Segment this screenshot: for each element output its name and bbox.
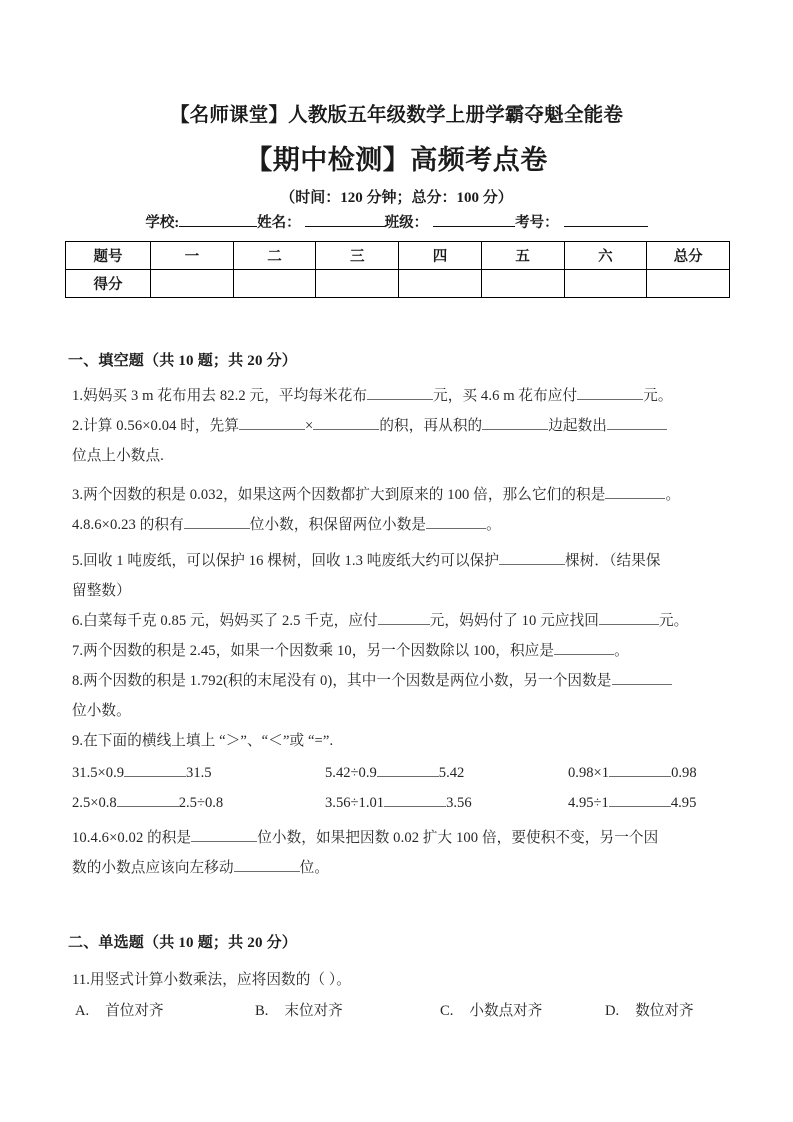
question-5-text-b: 棵树．（结果保 [565,553,661,569]
question-3-blank-1[interactable] [605,484,665,499]
score-cell-2[interactable] [233,270,316,298]
question-10-blank-2[interactable] [234,857,300,872]
question-2-text-b: × [305,418,314,434]
question-10-text-line2-b: 位。 [299,860,330,876]
question-11 [72,968,351,989]
table-row [66,242,730,270]
question-8-line-2 [72,699,131,720]
comparison-2-2 [325,792,472,812]
comparison-2-1 [72,792,223,812]
comparison-2-2-blank[interactable] [384,792,446,807]
exam-no-label: 考号： [515,215,559,231]
question-10-text-b: 位小数，如果把因数 0.02 扩大 100 倍，要使积不变，另一个因 [257,830,659,846]
comparison-2-2-right: 3.56 [446,795,472,811]
name-input-blank[interactable] [305,213,385,227]
question-9 [72,729,333,750]
comparison-1-3 [568,762,697,782]
question-2 [72,414,667,435]
name-label: 姓名： [257,215,301,231]
comparison-1-3-left: 0.98×1 [568,765,610,781]
school-label: 学校: [145,215,180,231]
question-10-line-2 [72,856,329,877]
question-2-text-c: 的积，再从积的 [379,418,483,434]
comparison-1-1-blank[interactable] [124,762,186,777]
question-11-option-a-text: 首位对齐 [105,1003,164,1019]
comparison-1-2-right: 5.42 [438,765,465,781]
question-11-option-b-text: 末位对齐 [284,1003,343,1019]
score-table-col-5: 五 [481,242,564,270]
question-6-blank-1[interactable] [378,610,430,625]
comparison-2-3-left: 4.95÷1 [568,795,609,811]
question-11-option-b-label: B. [255,1003,269,1019]
question-10-blank-1[interactable] [191,827,257,842]
question-7 [72,639,629,660]
question-10 [72,826,658,847]
comparison-2-3 [568,792,696,812]
question-2-line-2 [72,444,164,465]
question-11-option-c-text: 小数点对齐 [469,1003,543,1019]
question-11-option-a[interactable] [75,999,164,1020]
comparison-2-3-right: 4.95 [670,795,697,811]
question-2-text-d: 边起数出 [548,418,607,434]
class-input-blank[interactable] [433,213,515,227]
question-4-blank-1[interactable] [184,514,250,529]
score-table-col-2: 二 [233,242,316,270]
question-6-text-b: 元，妈妈付了 10 元应找回 [429,613,599,629]
question-2-blank-1[interactable] [239,415,305,430]
question-7-text-b: 。 [614,643,629,659]
question-4-blank-2[interactable] [426,514,486,529]
score-cell-total[interactable] [647,270,730,298]
score-cell-4[interactable] [399,270,482,298]
comparison-1-2 [325,762,464,782]
question-4 [72,513,501,534]
question-11-option-a-label: A. [75,1003,90,1019]
table-row [66,270,730,298]
score-table-row-label: 得分 [66,270,151,298]
score-table-col-total: 总分 [647,242,730,270]
score-cell-1[interactable] [151,270,234,298]
comparison-2-3-blank[interactable] [609,792,671,807]
question-11-option-b[interactable] [255,999,343,1020]
question-2-blank-3[interactable] [482,415,548,430]
question-4-text-b: 位小数，积保留两位小数是 [249,517,427,533]
comparison-2-1-left: 2.5×0.8 [72,795,117,811]
question-11-option-d[interactable] [605,999,694,1020]
comparison-1-2-blank[interactable] [377,762,439,777]
question-9-text: 9.在下面的横线上填上 “＞”、“＜”或 “=”. [72,733,334,749]
question-1-blank-2[interactable] [577,385,643,400]
comparison-1-3-blank[interactable] [609,762,671,777]
question-6 [72,609,688,630]
question-8-text-a: 8.两个因数的积是 1.792(积的末尾没有 0)，其中一个因数是两位小数，另一个因数是 [72,673,612,689]
question-5-text-a: 5.回收 1 吨废纸，可以保护 16 棵树，回收 1.3 吨废纸大约可以保护 [72,553,500,569]
score-table-col-4: 四 [399,242,482,270]
question-5-text-line2: 留整数） [72,583,131,599]
comparison-1-2-left: 5.42÷0.9 [325,765,377,781]
question-10-text-line2-a: 数的小数点应该向左移动 [72,860,234,876]
score-cell-3[interactable] [316,270,399,298]
page-title-sub: 【期中检测】高频考点卷 [245,145,548,175]
score-table-col-6: 六 [564,242,647,270]
score-table-row-label: 题号 [66,242,151,270]
question-7-blank-1[interactable] [554,640,614,655]
question-7-text-a: 7.两个因数的积是 2.45，如果一个因数乘 10，另一个因数除以 100，积应是 [72,643,555,659]
question-11-option-d-text: 数位对齐 [635,1003,694,1019]
question-1-text-b: 元，买 4.6 m 花布应付 [433,388,578,404]
question-1 [72,384,673,405]
question-2-blank-4[interactable] [607,415,667,430]
section-heading-fill-in-blank: 一、填空题（共 10 题；共 20 分） [68,353,298,369]
score-table-col-1: 一 [151,242,234,270]
comparison-2-1-blank[interactable] [117,792,179,807]
question-8-text-line2: 位小数。 [72,703,131,719]
question-10-text-a: 10.4.6×0.02 的积是 [72,830,192,846]
question-11-option-d-label: D. [605,1003,620,1019]
question-6-blank-2[interactable] [599,610,659,625]
section-heading-multiple-choice: 二、单选题（共 10 题；共 20 分） [68,935,298,951]
question-1-text-c: 元。 [643,388,673,404]
comparison-1-3-right: 0.98 [671,765,697,781]
question-8-blank-1[interactable] [612,670,672,685]
comparison-2-2-left: 3.56÷1.01 [325,795,385,811]
question-11-option-c-label: C. [440,1003,454,1019]
question-11-option-c[interactable] [440,999,542,1020]
question-6-text-c: 元。 [658,613,689,629]
question-3-text-a: 3.两个因数的积是 0.032，如果这两个因数都扩大到原来的 100 倍，那么它们的积是 [72,487,606,503]
question-11-stem: 11.用竖式计算小数乘法，应将因数的（ ）。 [72,972,351,988]
question-4-text-c: 。 [486,517,501,533]
question-2-text-a: 2.计算 0.56×0.04 时，先算 [72,418,240,434]
question-1-text-a: 1.妈妈买 3 m 花布用去 82.2 元，平均每米花布 [72,388,368,404]
question-3-text-b: 。 [665,487,681,503]
question-5-line-2 [72,579,131,600]
question-5 [72,549,661,570]
exam-time-score-note: （时间：120 分钟；总分：100 分） [280,190,513,206]
comparison-2-1-right: 2.5÷0.8 [178,795,224,811]
score-table [65,241,730,298]
question-4-text-a: 4.8.6×0.23 的积有 [72,517,184,533]
question-2-blank-2[interactable] [313,415,379,430]
exam-no-input-blank[interactable] [564,213,648,227]
class-label: 班级： [384,215,429,231]
student-info-line [0,211,793,232]
question-5-blank-1[interactable] [499,550,565,565]
question-8 [72,669,672,690]
question-1-blank-1[interactable] [367,385,433,400]
comparison-1-1-left: 31.5×0.9 [72,765,125,781]
school-input-blank[interactable] [179,213,257,227]
score-cell-5[interactable] [481,270,564,298]
question-6-text-a: 6.白菜每千克 0.85 元，妈妈买了 2.5 千克，应付 [72,613,378,629]
comparison-1-1-right: 31.5 [186,765,212,781]
question-3 [72,483,680,504]
page-title-main: 【名师课堂】人教版五年级数学上册学霸夺魁全能卷 [169,105,624,126]
question-2-text-line2: 位点上小数点. [72,448,164,464]
score-cell-6[interactable] [564,270,647,298]
comparison-1-1 [72,762,212,782]
score-table-col-3: 三 [316,242,399,270]
